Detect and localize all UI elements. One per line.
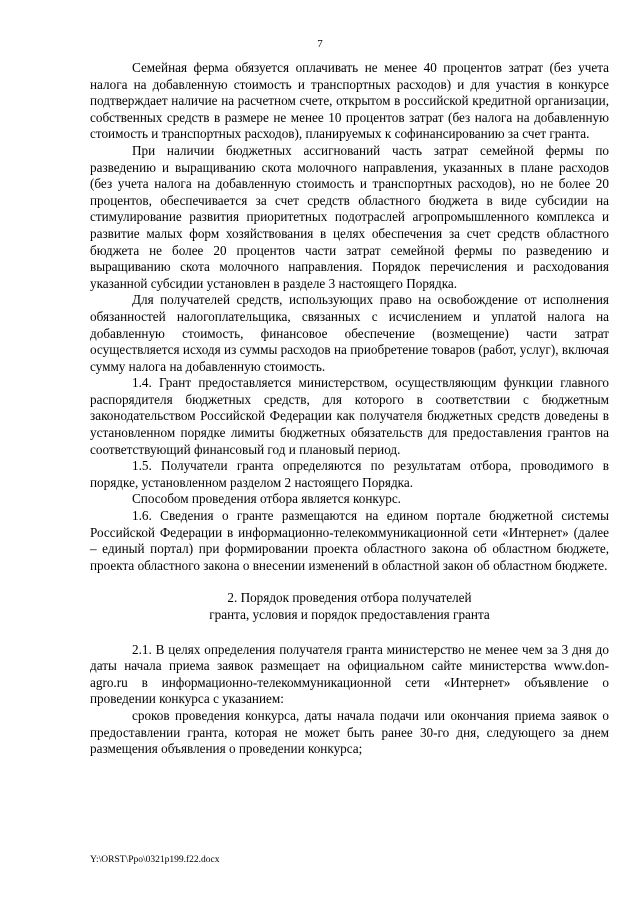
paragraph: Для получателей средств, использующих право на освобождение от исполнения обязанностей налогоплательщика, связанных с исчислением и уплатой налога на добавленную стоимость, финансовое обеспечение (возмещение) части затрат осуществляется исходя из суммы расходов на приобретение товаров (работ, услуг), включая сумму налога на добавленную стоимость. bbox=[90, 292, 609, 374]
paragraph: сроков проведения конкурса, даты начала подачи или окончания приема заявок о предоставлении гранта, которая не может быть ранее 30-го дня, следующего за днем размещения объявления о проведении конкурса; bbox=[90, 707, 609, 757]
file-path-footer: Y:\ORST\Ppo\0321p199.f22.docx bbox=[90, 855, 220, 865]
paragraph: Способом проведения отбора является конкурс. bbox=[132, 491, 401, 507]
paragraph: Семейная ферма обязуется оплачивать не менее 40 процентов затрат (без учета налога на добавленную стоимость и транспортных расходов) и для участия в конкурсе подтверждает наличие на расчетном счете, открытом в российской кредитной организации, собственных средств в размере не менее 10 процентов затрат (без налога на добавленную стоимость и транспортных расходов), планируемых к софинансированию за счет гранта. bbox=[90, 60, 609, 142]
paragraph: 1.6. Сведения о гранте размещаются на едином портале бюджетной системы Российской Федерации в информационно-телекоммуникационной сети «Интернет» (далее – единый портал) при формировании проекта областного закона об областном бюджете, проекта областного закона о внесении изменений в областной закон об областном бюджете. bbox=[90, 508, 609, 573]
paragraph: 1.5. Получатели гранта определяются по результатам отбора, проводимого в порядке, установленном разделом 2 настоящего Порядка. bbox=[90, 458, 609, 490]
section-heading: 2. Порядок проведения отбора получателей гранта, условия и порядок предоставления гранта bbox=[209, 590, 490, 622]
paragraph: 1.4. Грант предоставляется министерством, осуществляющим функции главного распорядителя бюджетных средств, для которого в соответствии с бюджетным законодательством Российской Федерации как получателя бюджетных средств доведены в установленном порядке лимиты бюджетных обязательств для предоставления грантов на соответствующий финансовый год и плановый период. bbox=[90, 375, 609, 457]
paragraph: 2.1. В целях определения получателя гранта министерство не менее чем за 3 дня до даты начала приема заявок размещает на официальном сайте министерства www.don-agro.ru в информационно-телекоммуникационной сети «Интернет» объявление о проведении конкурса с указанием: bbox=[90, 641, 609, 707]
page-number: 7 bbox=[317, 38, 323, 50]
paragraph: При наличии бюджетных ассигнований часть затрат семейной фермы по разведению и выращиванию скота молочного направления, указанных в плане расходов (без учета налога на добавленную стоимость и транспортных расходов), но не более 20 процентов, обеспечивается за счет средств областного бюджета в виде субсидии на стимулирование развития приоритетных подотраслей агропромышленного комплекса и развитие малых форм хозяйствования в целях обеспечения за счет средств областного бюджета не более 20 процентов части затрат семейной фермы по разведению и выращиванию скота молочного направления. Порядок перечисления и расходования указанной субсидии установлен в разделе 3 настоящего Порядка. bbox=[90, 142, 609, 291]
document-body bbox=[90, 60, 609, 758]
